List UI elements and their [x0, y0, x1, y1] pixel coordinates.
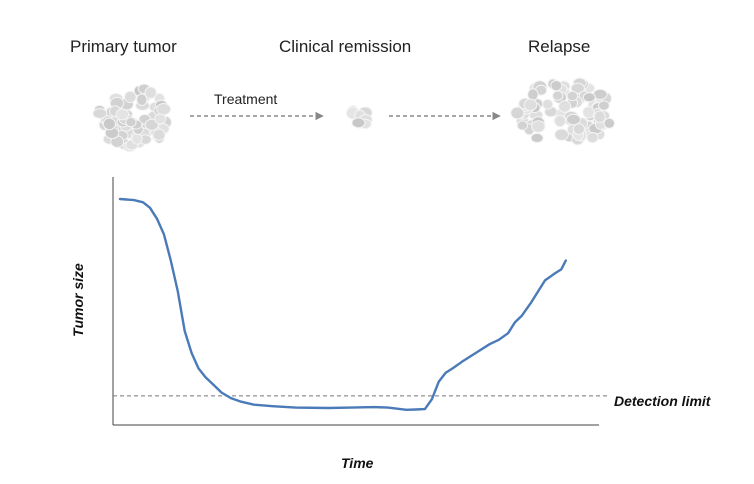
- tumor-cell: [103, 118, 115, 130]
- tumor-cell: [555, 115, 566, 126]
- tumor-cell: [137, 94, 147, 106]
- tumor-cell: [93, 109, 107, 119]
- tumor-cell: [157, 104, 171, 115]
- tumor-cell: [594, 111, 605, 123]
- stage-label-primary-tumor: Primary tumor: [70, 37, 177, 56]
- tumor-cell: [155, 114, 166, 124]
- tumor-cell: [567, 91, 578, 100]
- tumor-cell: [587, 133, 598, 143]
- tumor-cell: [573, 124, 584, 135]
- tumor-cell: [551, 81, 562, 91]
- tumor-cell: [559, 101, 571, 113]
- tumor-cell: [126, 118, 136, 127]
- remission-cell-cluster-icon: [346, 106, 372, 129]
- tumor-cell: [125, 91, 137, 102]
- tumor-cell: [531, 133, 543, 142]
- tumor-cell: [524, 99, 537, 111]
- tumor-cell: [116, 109, 129, 120]
- y-axis-label: Tumor size: [70, 263, 86, 337]
- tumor-cell: [555, 129, 569, 140]
- tumor-cell: [153, 129, 165, 140]
- stage-label-clinical-remission: Clinical remission: [279, 37, 412, 56]
- tumor-size-series-line: [120, 199, 566, 410]
- tumor-cell: [532, 121, 545, 133]
- tumor-cell: [583, 107, 594, 118]
- tumor-cell: [567, 114, 581, 124]
- tumor-cell: [511, 107, 524, 119]
- tumor-cell: [604, 118, 615, 128]
- tumor-cell: [543, 99, 553, 109]
- relapse-cell-cluster-icon: [511, 78, 615, 145]
- stage-label-relapse: Relapse: [528, 37, 591, 56]
- tumor-cell: [583, 93, 595, 102]
- treatment-label: Treatment: [214, 91, 278, 107]
- tumor-cell: [553, 91, 563, 100]
- detection-limit-label: Detection limit: [614, 393, 711, 409]
- x-axis-label: Time: [341, 455, 374, 471]
- tumor-cell: [517, 121, 527, 130]
- tumor-cell: [599, 101, 610, 110]
- tumor-cell: [352, 118, 365, 128]
- primary-tumor-cell-cluster-icon: [93, 84, 172, 152]
